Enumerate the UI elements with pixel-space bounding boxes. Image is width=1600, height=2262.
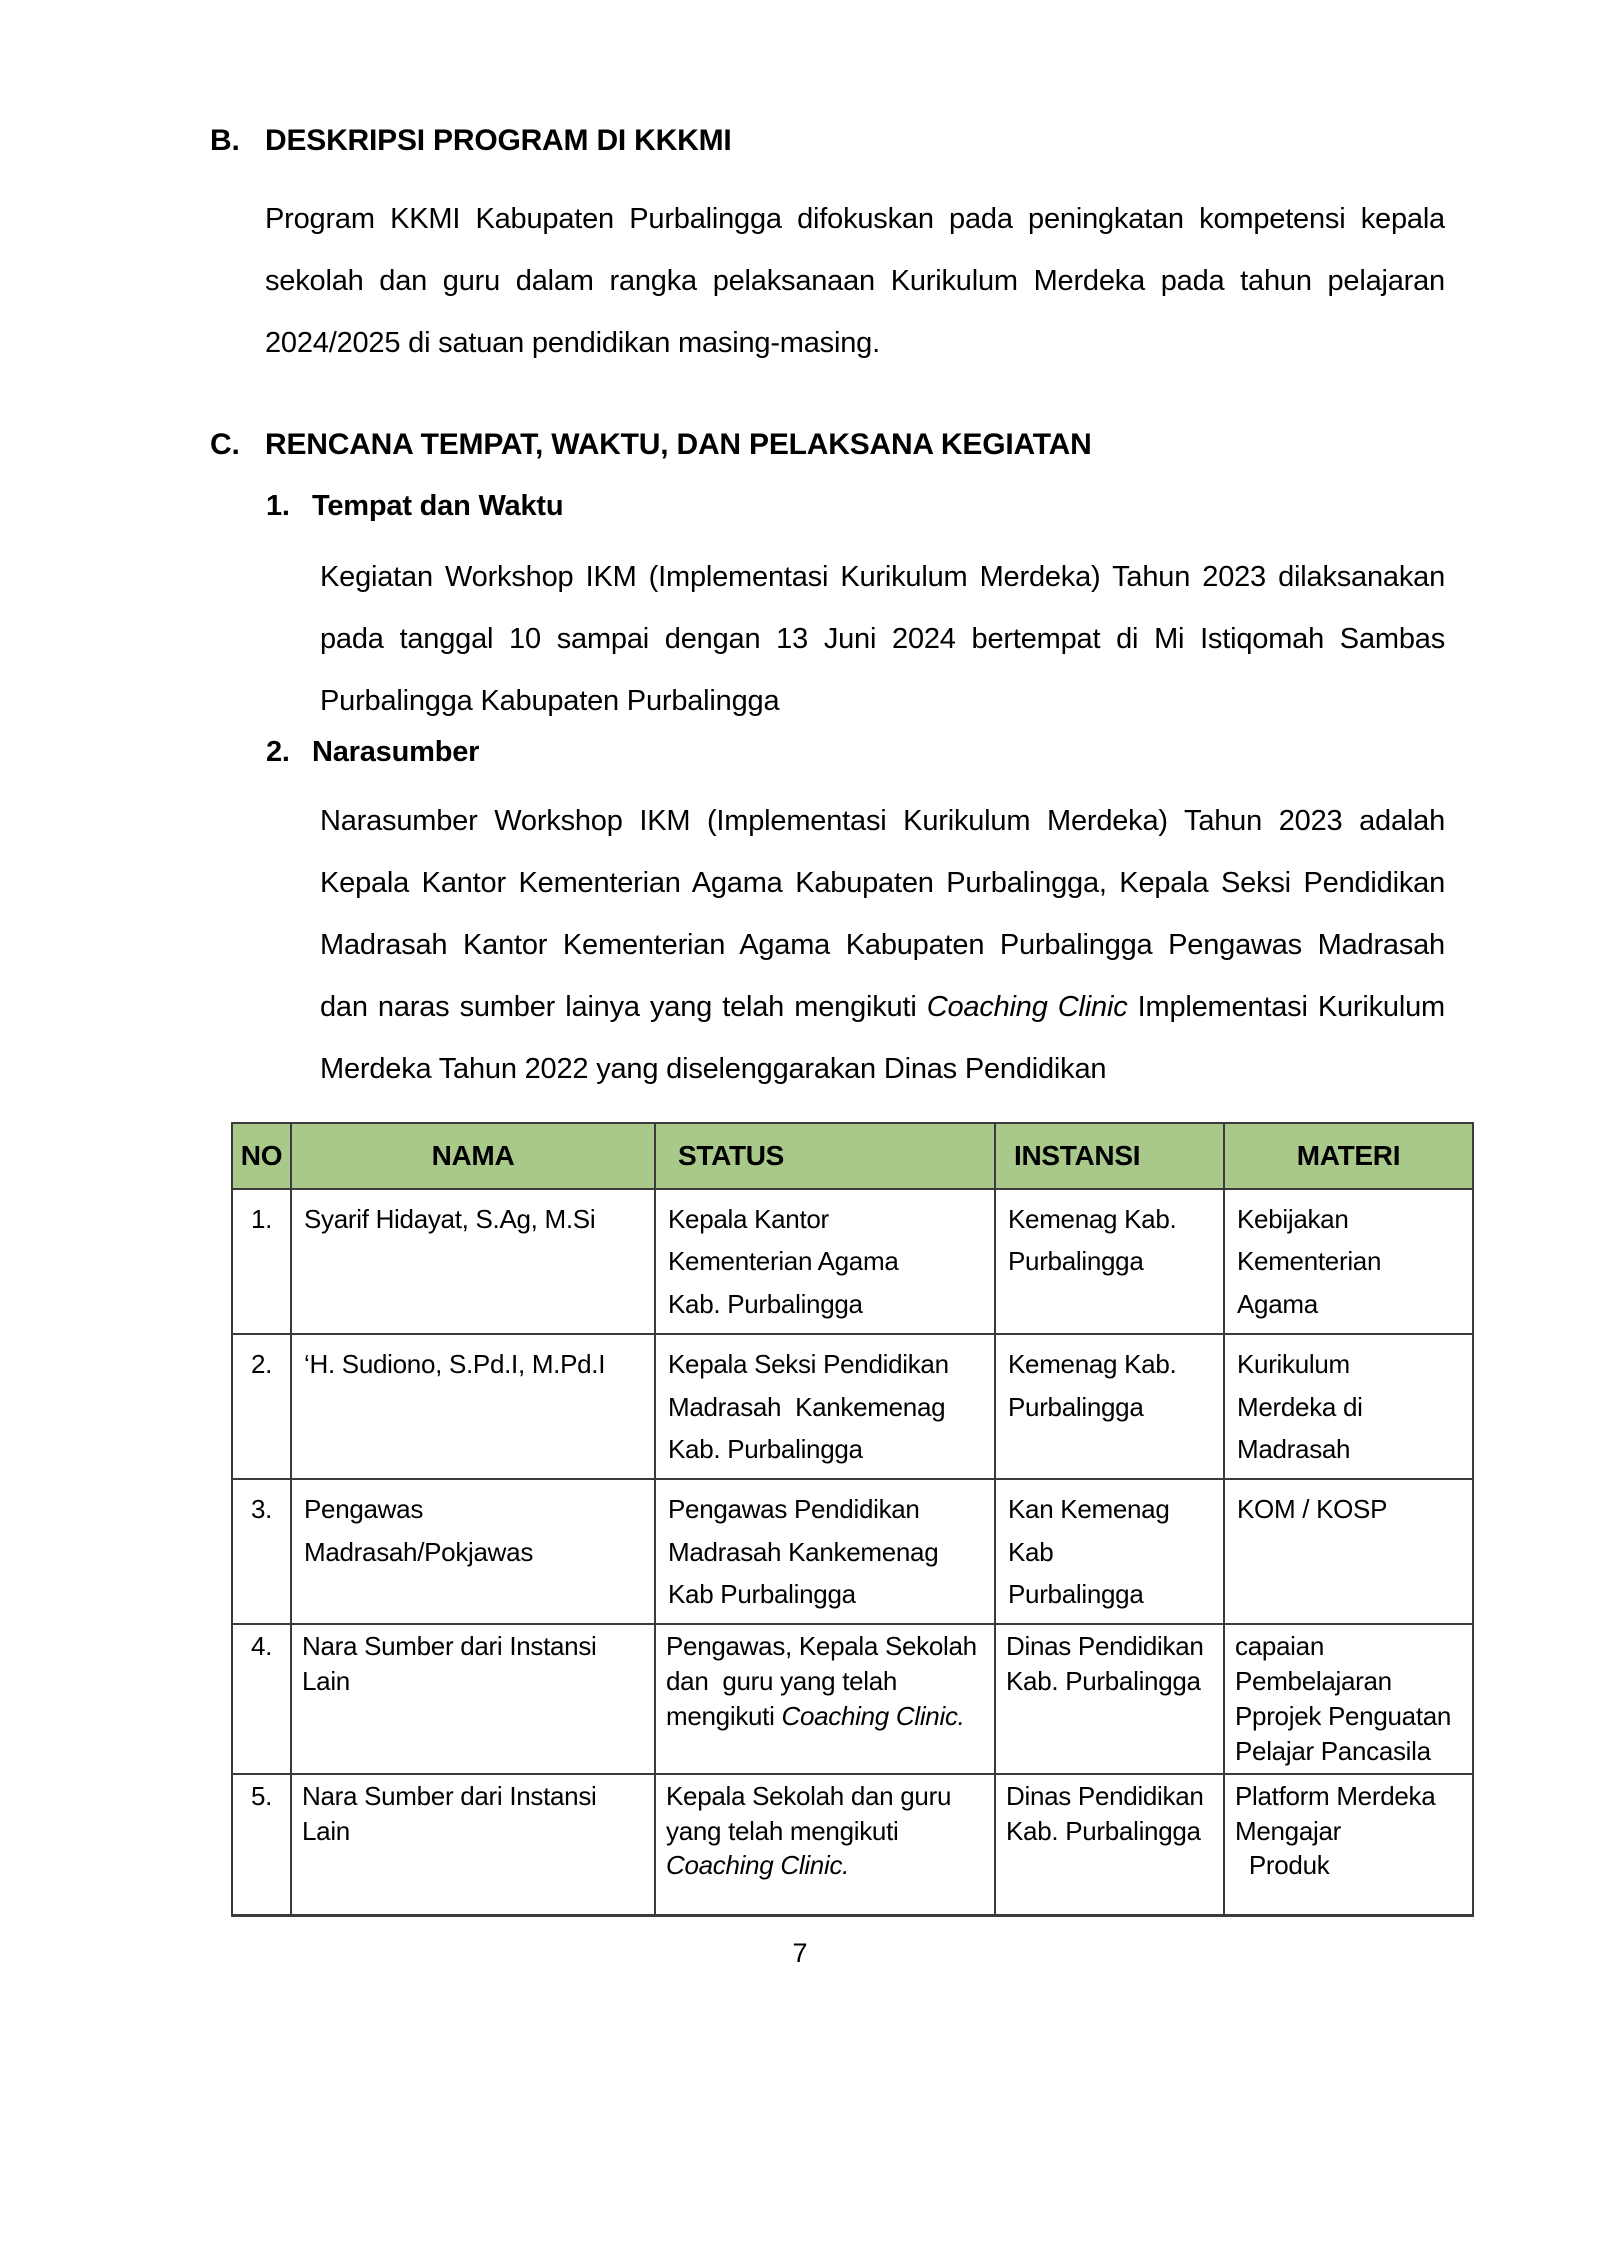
cell-instansi: Kemenag Kab. Purbalingga bbox=[995, 1334, 1224, 1479]
cell-instansi: Dinas Pendidikan Kab. Purbalingga bbox=[995, 1774, 1224, 1916]
cell-nama: Syarif Hidayat, S.Ag, M.Si bbox=[291, 1189, 655, 1334]
sub1-heading bbox=[266, 490, 1446, 523]
sub1-paragraph: Kegiatan Workshop IKM (Implementasi Kurikulum Merdeka) Tahun 2023 dilaksanakan pada tanggal 10 sampai dengan 13 Juni 2024 bertempat di Mi Istiqomah Sambas Purbalingga Kabupaten Purbalingga bbox=[320, 561, 1445, 717]
section-b-heading bbox=[210, 124, 1445, 158]
table-header-nama: NAMA bbox=[291, 1123, 655, 1189]
cell-no: 4. bbox=[232, 1624, 291, 1773]
table-header bbox=[232, 1123, 1473, 1189]
narasumber-table bbox=[231, 1122, 1474, 1917]
section-b-title: DESKRIPSI PROGRAM DI KKKMI bbox=[265, 124, 732, 157]
table-row bbox=[232, 1624, 1473, 1773]
cell-materi: capaian Pembelajaran Pprojek Penguatan Pelajar Pancasila bbox=[1224, 1624, 1473, 1773]
section-c-title: RENCANA TEMPAT, WAKTU, DAN PELAKSANA KEGIATAN bbox=[265, 428, 1092, 461]
cell-status: Pengawas Pendidikan Madrasah Kankemenag Kab Purbalingga bbox=[655, 1479, 995, 1624]
section-b-paragraph: Program KKMI Kabupaten Purbalingga difokuskan pada peningkatan kompetensi kepala sekolah dan guru dalam rangka pelaksanaan Kurikulum Merdeka pada tahun pelajaran 2024/2025 di satuan pendidikan masing-masing. bbox=[265, 203, 1445, 359]
sub1-label: 1. bbox=[266, 490, 290, 522]
table-header-instansi: INSTANSI bbox=[995, 1123, 1224, 1189]
sub2-paragraph: Narasumber Workshop IKM (Implementasi Kurikulum Merdeka) Tahun 2023 adalah Kepala Kantor Kementerian Agama Kabupaten Purbalingga, Kepala Seksi Pendidikan Madrasah Kantor Kementerian Agama Kabupaten Purbalingga Pengawas Madrasah dan naras sumber lainya yang telah mengikuti Coaching Clinic Implementasi Kurikulum Merdeka Tahun 2022 yang diselenggarakan Dinas Pendidikan bbox=[320, 805, 1445, 1085]
table-body bbox=[232, 1189, 1473, 1916]
cell-materi: Kurikulum Merdeka di Madrasah bbox=[1224, 1334, 1473, 1479]
sub2-label: 2. bbox=[266, 736, 290, 768]
table-header-materi: MATERI bbox=[1224, 1123, 1473, 1189]
page-number: 7 bbox=[792, 1938, 808, 1968]
cell-instansi: Kemenag Kab. Purbalingga bbox=[995, 1189, 1224, 1334]
section-c-heading bbox=[210, 428, 1445, 462]
cell-status: Pengawas, Kepala Sekolah dan guru yang telah mengikuti Coaching Clinic. bbox=[655, 1624, 995, 1773]
table-row bbox=[232, 1479, 1473, 1624]
sub2-heading bbox=[266, 736, 1446, 769]
cell-no: 2. bbox=[232, 1334, 291, 1479]
cell-materi: Kebijakan Kementerian Agama bbox=[1224, 1189, 1473, 1334]
cell-instansi: Kan Kemenag Kab Purbalingga bbox=[995, 1479, 1224, 1624]
cell-no: 1. bbox=[232, 1189, 291, 1334]
sub2-title: Narasumber bbox=[312, 736, 480, 768]
table-header-status: STATUS bbox=[655, 1123, 995, 1189]
table-header-row bbox=[232, 1123, 1473, 1189]
section-b-label: B. bbox=[210, 124, 240, 157]
cell-instansi: Dinas Pendidikan Kab. Purbalingga bbox=[995, 1624, 1224, 1773]
cell-status: Kepala Kantor Kementerian Agama Kab. Purbalingga bbox=[655, 1189, 995, 1334]
cell-no: 5. bbox=[232, 1774, 291, 1916]
table-row bbox=[232, 1189, 1473, 1334]
cell-nama: Pengawas Madrasah/Pokjawas bbox=[291, 1479, 655, 1624]
section-c-label: C. bbox=[210, 428, 240, 461]
cell-materi: Platform Merdeka Mengajar Produk bbox=[1224, 1774, 1473, 1916]
table-header-no: NO bbox=[232, 1123, 291, 1189]
cell-no: 3. bbox=[232, 1479, 291, 1624]
table-row bbox=[232, 1334, 1473, 1479]
cell-status: Kepala Sekolah dan guru yang telah mengikuti Coaching Clinic. bbox=[655, 1774, 995, 1916]
cell-nama: ‘H. Sudiono, S.Pd.I, M.Pd.I bbox=[291, 1334, 655, 1479]
cell-materi: KOM / KOSP bbox=[1224, 1479, 1473, 1624]
cell-status: Kepala Seksi Pendidikan Madrasah Kankemenag Kab. Purbalingga bbox=[655, 1334, 995, 1479]
sub1-title: Tempat dan Waktu bbox=[312, 490, 564, 522]
cell-nama: Nara Sumber dari Instansi Lain bbox=[291, 1774, 655, 1916]
cell-nama: Nara Sumber dari Instansi Lain bbox=[291, 1624, 655, 1773]
table-row bbox=[232, 1774, 1473, 1916]
